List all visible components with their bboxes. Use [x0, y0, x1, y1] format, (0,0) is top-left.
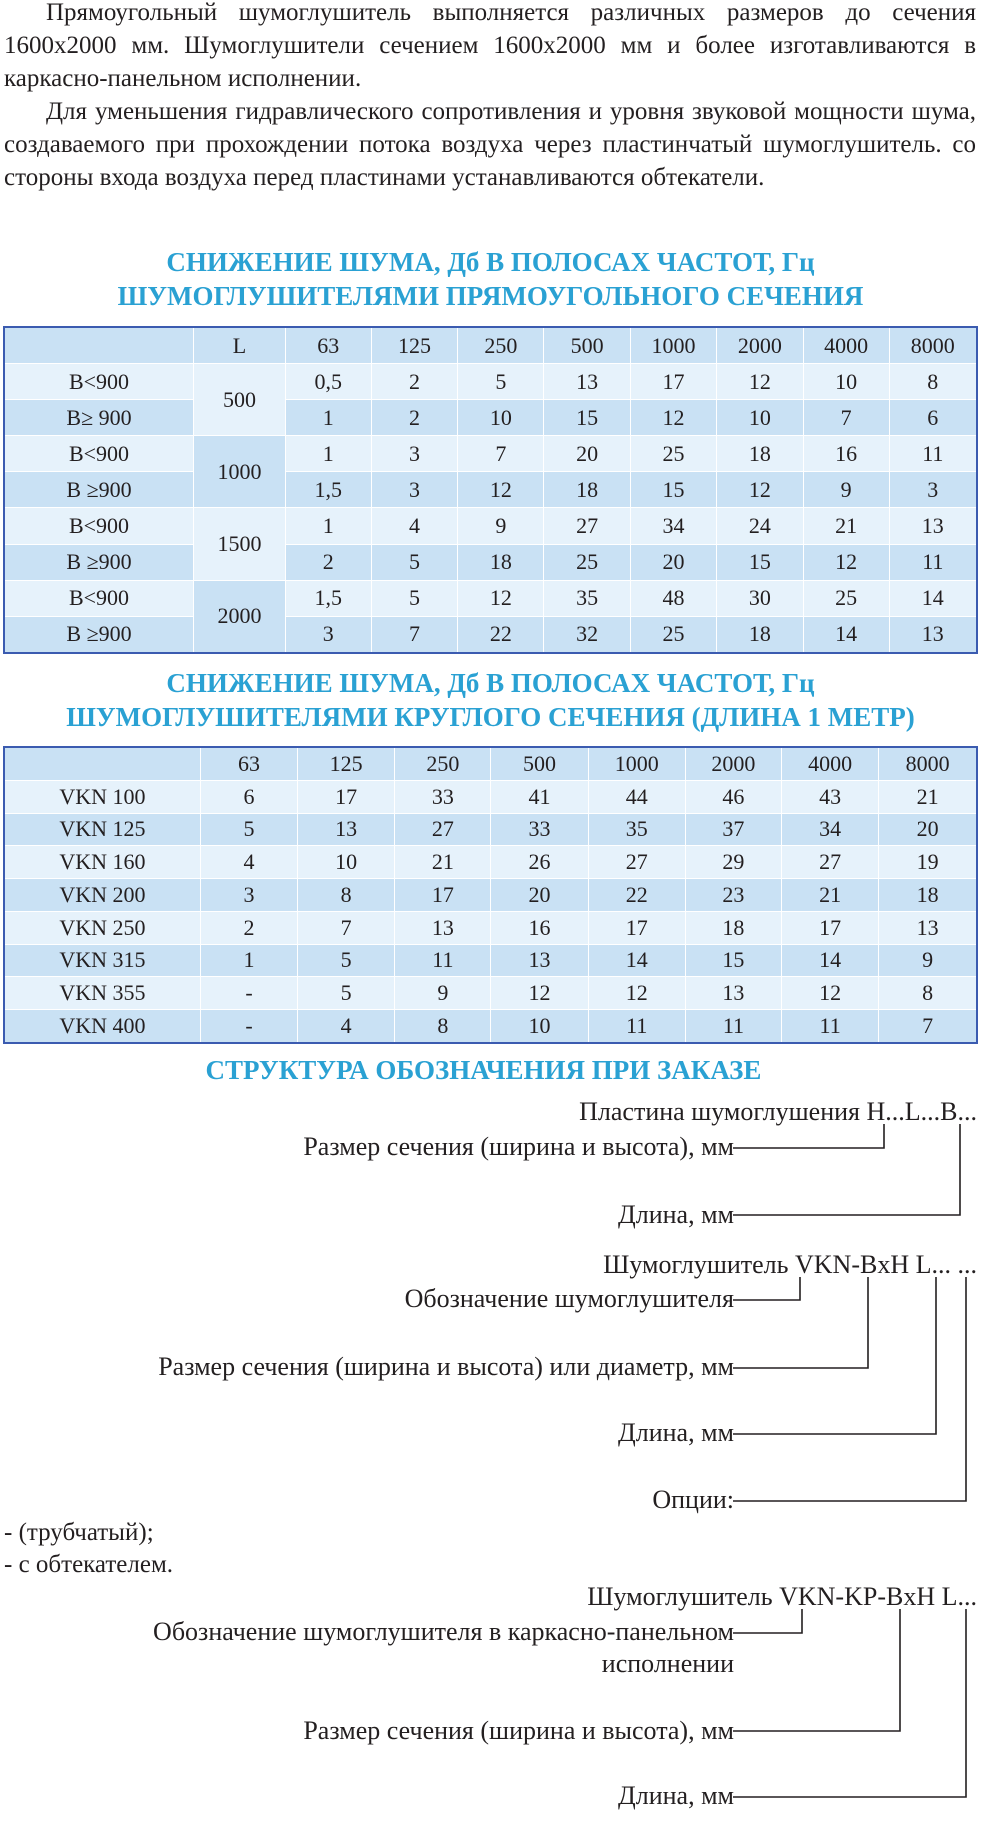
value-cell: 21	[782, 879, 879, 912]
value-cell: 1	[285, 436, 371, 472]
value-cell: 41	[491, 780, 588, 813]
header-cell: 125	[371, 327, 458, 364]
value-cell: 13	[298, 813, 395, 846]
value-cell: 3	[371, 472, 458, 508]
value-cell: 1	[200, 944, 297, 977]
value-cell: 12	[716, 472, 803, 508]
value-cell: 8	[879, 977, 977, 1010]
value-cell: 11	[588, 1010, 685, 1043]
value-cell: 3	[371, 436, 458, 472]
value-cell: 34	[631, 508, 717, 544]
row-label: VKN 160	[4, 846, 200, 879]
value-cell: 11	[395, 944, 491, 977]
value-cell: 18	[879, 879, 977, 912]
vknkp-designation-label-1: Обозначение шумоглушителя в каркасно-панельном	[153, 1617, 734, 1646]
header-cell: 125	[298, 747, 395, 780]
value-cell: 32	[544, 616, 631, 653]
value-cell: 12	[458, 472, 544, 508]
value-cell: 34	[782, 813, 879, 846]
value-cell: 1,5	[285, 472, 371, 508]
connector-vkn-designation	[733, 1277, 800, 1300]
value-cell: 43	[782, 780, 879, 813]
header-cell: 500	[491, 747, 588, 780]
value-cell: 20	[544, 436, 631, 472]
value-cell: 35	[588, 813, 685, 846]
value-cell: 20	[491, 879, 588, 912]
value-cell: 9	[458, 508, 544, 544]
header-cell: 2000	[685, 747, 781, 780]
value-cell: 12	[458, 580, 544, 616]
row-label: B ≥900	[4, 616, 194, 653]
value-cell: 14	[889, 580, 977, 616]
value-cell: 44	[588, 780, 685, 813]
value-cell: 27	[395, 813, 491, 846]
row-label: B<900	[4, 580, 194, 616]
value-cell: 2	[200, 911, 297, 944]
value-cell: 17	[395, 879, 491, 912]
value-cell: 16	[803, 436, 889, 472]
value-cell: 22	[458, 616, 544, 653]
length-cell: 1500	[194, 508, 286, 580]
value-cell: 11	[889, 436, 977, 472]
value-cell: 20	[879, 813, 977, 846]
value-cell: 9	[879, 944, 977, 977]
value-cell: 14	[782, 944, 879, 977]
value-cell: 3	[285, 616, 371, 653]
value-cell: 7	[458, 436, 544, 472]
value-cell: 29	[685, 846, 781, 879]
value-cell: 7	[879, 1010, 977, 1043]
value-cell: 11	[685, 1010, 781, 1043]
vkn-designation-label: Обозначение шумоглушителя	[404, 1284, 734, 1313]
row-label: VKN 315	[4, 944, 200, 977]
length-cell: 500	[194, 364, 286, 436]
value-cell: 13	[395, 911, 491, 944]
length-cell: 2000	[194, 580, 286, 653]
intro-paragraph-2: Для уменьшения гидравлического сопротивления и уровня звуковой мощности шума, создаваемого при прохождении потока воздуха через пластинчатый шумоглушитель. со стороны входа воздуха перед пластинами устанавливаются обтекатели.	[4, 98, 976, 191]
value-cell: 21	[395, 846, 491, 879]
value-cell: 17	[782, 911, 879, 944]
value-cell: -	[200, 1010, 297, 1043]
row-label: VKN 355	[4, 977, 200, 1010]
connector-vknkp-length	[733, 1609, 966, 1797]
value-cell: 5	[458, 364, 544, 400]
value-cell: 12	[716, 364, 803, 400]
header-cell: 1000	[588, 747, 685, 780]
value-cell: 20	[631, 544, 717, 580]
value-cell: 6	[200, 780, 297, 813]
connector-plate-size	[733, 1124, 884, 1148]
value-cell: 21	[879, 780, 977, 813]
value-cell: 17	[631, 364, 717, 400]
header-cell: 500	[544, 327, 631, 364]
header-cell: 8000	[889, 327, 977, 364]
value-cell: 4	[200, 846, 297, 879]
header-cell: 63	[285, 327, 371, 364]
value-cell: 12	[782, 977, 879, 1010]
row-label: B<900	[4, 364, 194, 400]
value-cell: 35	[544, 580, 631, 616]
value-cell: 33	[395, 780, 491, 813]
row-label: B ≥900	[4, 472, 194, 508]
vkn-options-label: Опции:	[652, 1485, 734, 1514]
value-cell: 1	[285, 508, 371, 544]
value-cell: 23	[685, 879, 781, 912]
row-label: B<900	[4, 436, 194, 472]
value-cell: 14	[803, 616, 889, 653]
value-cell: 5	[298, 944, 395, 977]
length-cell: 1000	[194, 436, 286, 508]
value-cell: 13	[685, 977, 781, 1010]
row-label: VKN 100	[4, 780, 200, 813]
value-cell: 7	[803, 400, 889, 436]
row-label: B ≥900	[4, 544, 194, 580]
value-cell: 14	[588, 944, 685, 977]
header-cell: 1000	[631, 327, 717, 364]
value-cell: 15	[685, 944, 781, 977]
value-cell: 0,5	[285, 364, 371, 400]
header-cell: 4000	[782, 747, 879, 780]
value-cell: 12	[588, 977, 685, 1010]
header-cell: 2000	[716, 327, 803, 364]
header-cell: 63	[200, 747, 297, 780]
connector-vkn-options	[733, 1277, 966, 1501]
value-cell: 4	[371, 508, 458, 544]
row-label: VKN 400	[4, 1010, 200, 1043]
value-cell: 12	[803, 544, 889, 580]
header-cell: 4000	[803, 327, 889, 364]
value-cell: 27	[782, 846, 879, 879]
value-cell: 1	[285, 400, 371, 436]
value-cell: 11	[889, 544, 977, 580]
value-cell: 5	[298, 977, 395, 1010]
vkn-length-label: Длина, мм	[618, 1418, 734, 1447]
value-cell: 27	[588, 846, 685, 879]
value-cell: 33	[491, 813, 588, 846]
value-cell: 4	[298, 1010, 395, 1043]
value-cell: 10	[803, 364, 889, 400]
value-cell: 10	[298, 846, 395, 879]
value-cell: 7	[371, 616, 458, 653]
value-cell: 5	[371, 544, 458, 580]
value-cell: 8	[395, 1010, 491, 1043]
value-cell: 13	[889, 508, 977, 544]
value-cell: 15	[716, 544, 803, 580]
row-label: VKN 250	[4, 911, 200, 944]
table1-title-line2: ШУМОГЛУШИТЕЛЯМИ ПРЯМОУГОЛЬНОГО СЕЧЕНИЯ	[117, 281, 864, 311]
vknkp-size-label: Размер сечения (ширина и высота), мм	[303, 1716, 734, 1745]
value-cell: 15	[544, 400, 631, 436]
value-cell: 13	[879, 911, 977, 944]
value-cell: 17	[588, 911, 685, 944]
row-label: B<900	[4, 508, 194, 544]
value-cell: 48	[631, 580, 717, 616]
connector-vknkp-size	[733, 1609, 900, 1731]
row-label: VKN 200	[4, 879, 200, 912]
header-cell: L	[194, 327, 286, 364]
vknkp-designation-label-2: исполнении	[601, 1649, 734, 1678]
connector-plate-length	[733, 1124, 960, 1215]
value-cell: 7	[298, 911, 395, 944]
vknkp-length-label: Длина, мм	[618, 1781, 734, 1810]
value-cell: 27	[544, 508, 631, 544]
value-cell: 25	[544, 544, 631, 580]
header-cell: 250	[395, 747, 491, 780]
option-item: - (трубчатый);	[4, 1519, 154, 1546]
value-cell: 1,5	[285, 580, 371, 616]
vkn-size-label: Размер сечения (ширина и высота) или диаметр, мм	[158, 1352, 734, 1381]
header-cell: 8000	[879, 747, 977, 780]
value-cell: 18	[716, 436, 803, 472]
value-cell: 9	[803, 472, 889, 508]
value-cell: 24	[716, 508, 803, 544]
value-cell: 6	[889, 400, 977, 436]
value-cell: 46	[685, 780, 781, 813]
header-cell: 250	[458, 327, 544, 364]
value-cell: 5	[371, 580, 458, 616]
table1-title-line1: СНИЖЕНИЕ ШУМА, Дб В ПОЛОСАХ ЧАСТОТ, Гц	[166, 247, 815, 277]
row-label: B≥ 900	[4, 400, 194, 436]
vkn-code: Шумоглушитель VKN-BxH L... ...	[603, 1250, 977, 1279]
value-cell: 2	[371, 400, 458, 436]
value-cell: 37	[685, 813, 781, 846]
intro-paragraph-1: Прямоугольный шумоглушитель выполняется различных размеров до сечения 1600x2000 мм. Шумоглушители сечением 1600x2000 мм и более изготавливаются в каркасно-панельном исполнении.	[4, 0, 976, 92]
value-cell: 9	[395, 977, 491, 1010]
table2-title-line1: СНИЖЕНИЕ ШУМА, Дб В ПОЛОСАХ ЧАСТОТ, Гц	[166, 668, 815, 698]
value-cell: 22	[588, 879, 685, 912]
value-cell: 5	[200, 813, 297, 846]
value-cell: -	[200, 977, 297, 1010]
value-cell: 13	[544, 364, 631, 400]
value-cell: 12	[631, 400, 717, 436]
value-cell: 10	[458, 400, 544, 436]
order-structure-title: СТРУКТУРА ОБОЗНАЧЕНИЯ ПРИ ЗАКАЗЕ	[205, 1055, 762, 1085]
value-cell: 26	[491, 846, 588, 879]
value-cell: 15	[631, 472, 717, 508]
value-cell: 18	[685, 911, 781, 944]
value-cell: 13	[491, 944, 588, 977]
value-cell: 12	[491, 977, 588, 1010]
value-cell: 11	[782, 1010, 879, 1043]
value-cell: 25	[803, 580, 889, 616]
value-cell: 25	[631, 616, 717, 653]
value-cell: 19	[879, 846, 977, 879]
value-cell: 30	[716, 580, 803, 616]
value-cell: 25	[631, 436, 717, 472]
value-cell: 3	[200, 879, 297, 912]
plate-code: Пластина шумоглушения H...L...B...	[579, 1097, 977, 1126]
connector-vknkp-designation	[733, 1609, 802, 1633]
value-cell: 8	[889, 364, 977, 400]
table2-title-line2: ШУМОГЛУШИТЕЛЯМИ КРУГЛОГО СЕЧЕНИЯ (ДЛИНА 1 МЕТР)	[66, 702, 915, 732]
plate-size-label: Размер сечения (ширина и высота), мм	[303, 1132, 734, 1161]
value-cell: 18	[458, 544, 544, 580]
value-cell: 10	[716, 400, 803, 436]
row-label: VKN 125	[4, 813, 200, 846]
value-cell: 2	[371, 364, 458, 400]
value-cell: 16	[491, 911, 588, 944]
value-cell: 13	[889, 616, 977, 653]
value-cell: 21	[803, 508, 889, 544]
value-cell: 2	[285, 544, 371, 580]
plate-length-label: Длина, мм	[618, 1200, 734, 1229]
value-cell: 3	[889, 472, 977, 508]
value-cell: 18	[544, 472, 631, 508]
option-item: - с обтекателем.	[4, 1551, 174, 1578]
value-cell: 10	[491, 1010, 588, 1043]
value-cell: 17	[298, 780, 395, 813]
vknkp-code: Шумоглушитель VKN-KP-BxH L...	[587, 1582, 977, 1611]
value-cell: 8	[298, 879, 395, 912]
value-cell: 18	[716, 616, 803, 653]
